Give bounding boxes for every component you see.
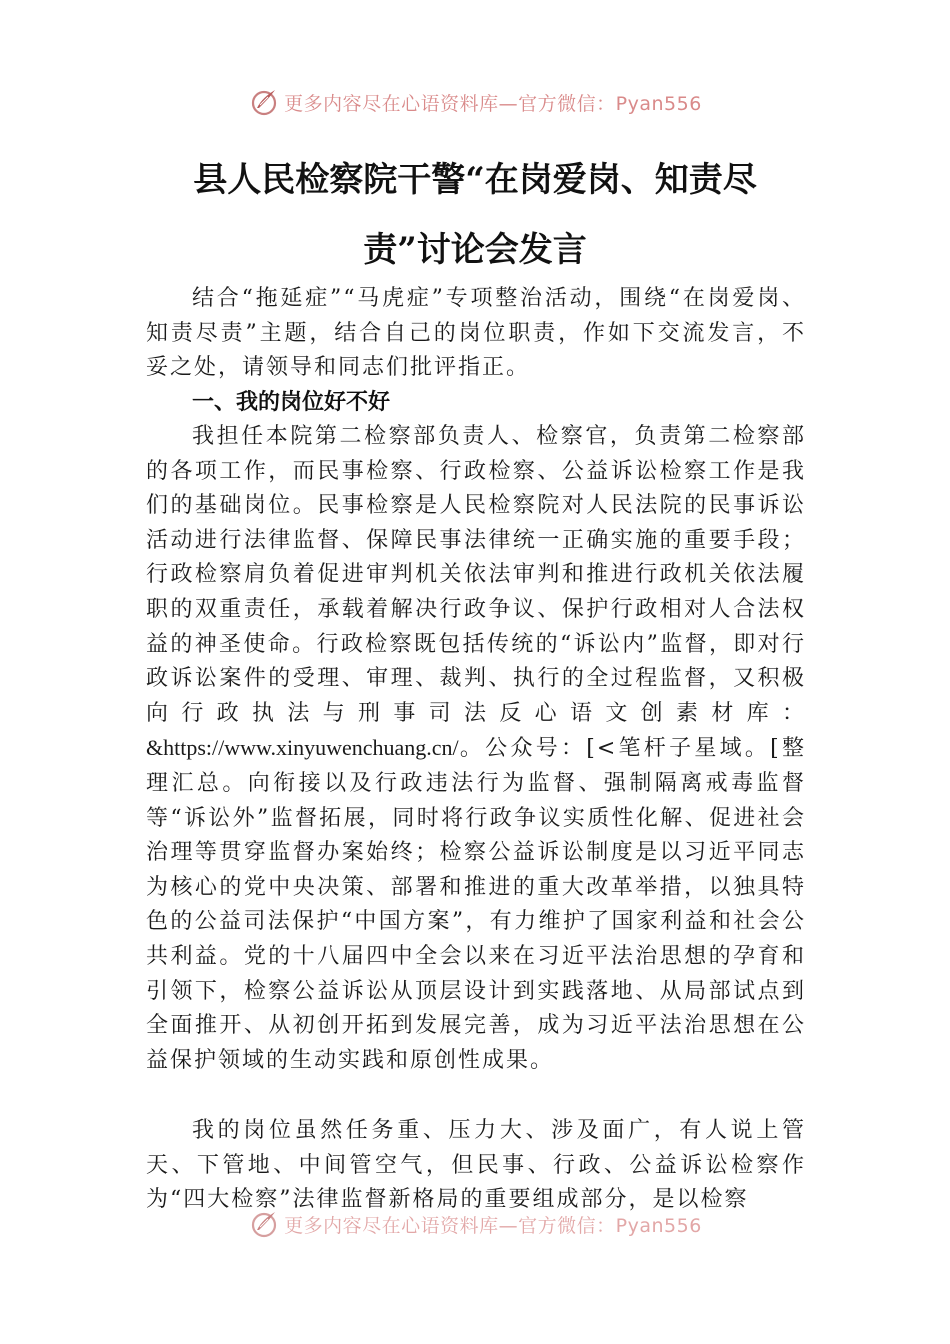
watermark-text: 更多内容尽在心语资料库—官方微信：Pyan556 <box>284 92 702 115</box>
paragraph-2-text-a: 我担任本院第二检察部负责人、检察官，负责第二检察部的各项工作，而民事检察、行政检察、公益诉讼检察工作是我们的基础岗位。民事检察是人民检察院对人民法院的民事诉讼活动进行法律监督、保障民事法律统一正确实施的重要手段；行政检察肩负着促进审判机关依法审判和推进行政机关依法履职的双重责任，承载着解决行政争议、保护行政相对人合法权益的神圣使命。行政检察既包括传统的“诉讼内”监督，即对行政诉讼案件的受理、审理、裁判、执行的全过程监督，又积极向行政执法与刑事司法反心语文创素材库： <box>146 424 806 726</box>
body-paragraph-2 <box>146 420 806 1078</box>
body-paragraph-3: 我的岗位虽然任务重、压力大、涉及面广，有人说上管天、下管地、中间管空气，但民事、行政、公益诉讼检察作为“四大检察”法律监督新格局的重要组成部分，是以检察 <box>146 1118 806 1213</box>
source-url-text: &https://www.xinyuwenchuang.cn/ <box>146 735 459 761</box>
watermark-footer <box>0 1204 950 1244</box>
section-heading-1: 一、我的岗位好不好 <box>192 390 391 415</box>
document-title-line-1: 县人民检察院干警“在岗爱岗、知责尽 <box>193 160 757 200</box>
watermark-header <box>0 82 950 122</box>
intro-paragraph: 结合“拖延症”“马虎症”专项整治活动，围绕“在岗爱岗、知责尽责”主题，结合自己的岗位职责，作如下交流发言，不妥之处，请领导和同志们批评指正。 <box>146 286 806 381</box>
quill-seal-icon <box>248 86 280 118</box>
paragraph-2-text-b: 。公众号：[<笔杆子星域。[整理汇总。向衔接以及行政违法行为监督、强制隔离戒毒监督等“诉讼外”监督拓展，同时将行政争议实质性化解、促进社会治理等贯穿监督办案始终；检察公益诉讼制度是以习近平同志为核心的党中央决策、部署和推进的重大改革举措，以独具特色的公益司法保护“中国方案”，有力维护了国家利益和社会公共利益。党的十八届四中全会以来在习近平法治思想的孕育和引领下，检察公益诉讼从顶层设计到实践落地、从局部试点到全面推开、从初创开拓到发展完善，成为习近平法治思想在公益保护领域的生动实践和原创性成果。 <box>146 736 806 1073</box>
watermark-text: 更多内容尽在心语资料库—官方微信：Pyan556 <box>284 1214 702 1237</box>
quill-seal-icon <box>248 1208 280 1240</box>
document-title-line-2: 责”讨论会发言 <box>363 230 587 270</box>
